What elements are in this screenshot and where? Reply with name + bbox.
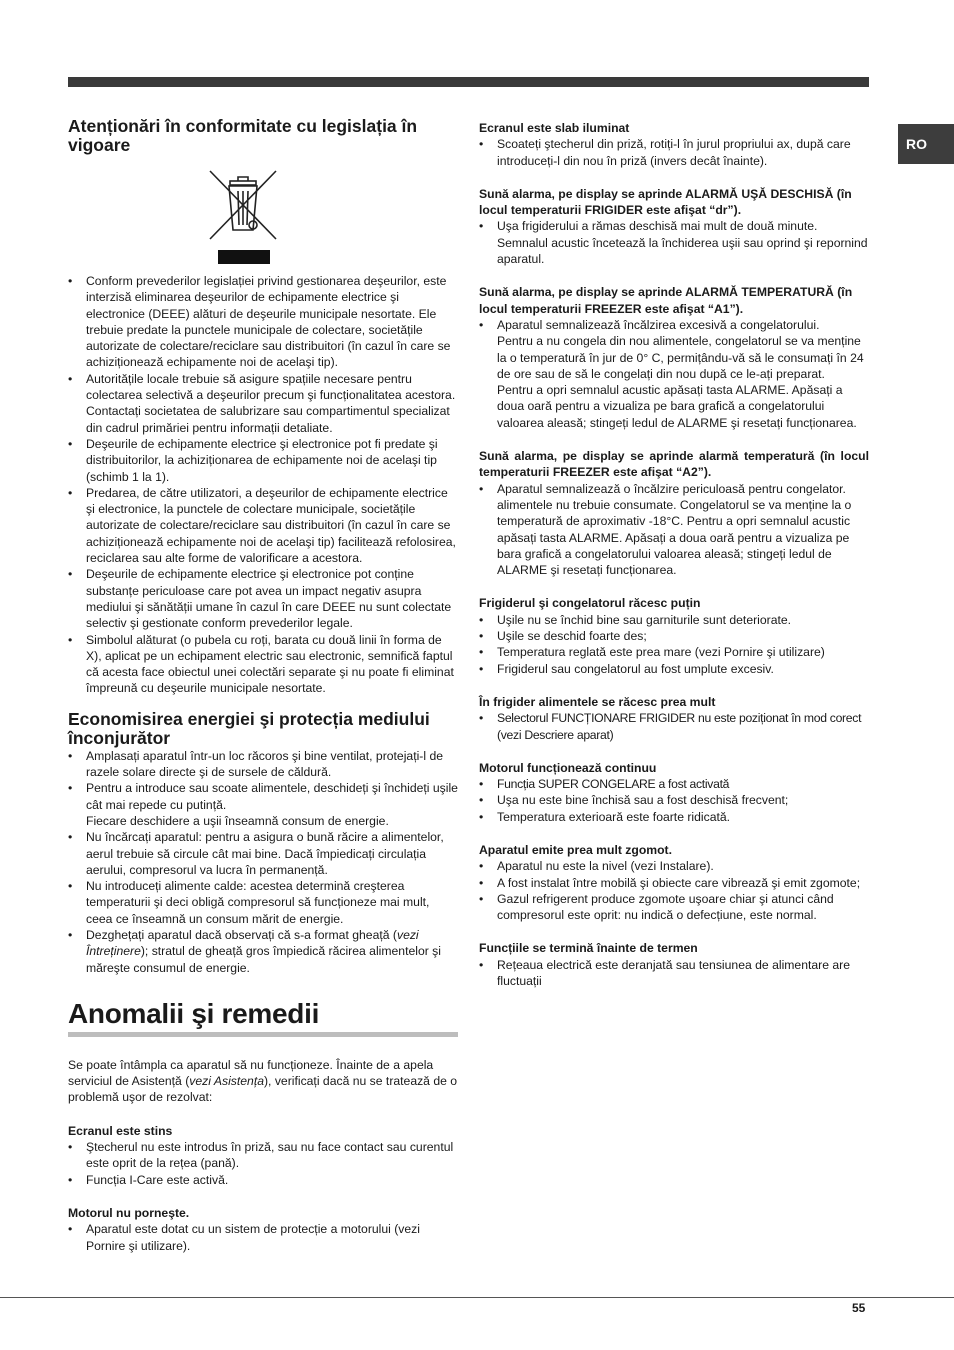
list-item: • Uşile se deschid foarte des; (479, 628, 869, 644)
list-item: • Nu încărcați aparatul: pentru a asigura o bună răcire a alimentelor, aerul trebuie să circule cât mai bine. Dacă împiedicați circulația aerului, compresorul va lucra în permanență. (68, 829, 458, 878)
section-list (68, 1221, 458, 1254)
list-item: • Aparatul este dotat cu un sistem de protecție a motorului (vezi Pornire şi utilizare). (68, 1221, 458, 1254)
section-list (479, 481, 869, 579)
list-item: • Scoateți ştecherul din priză, rotiți-l în jurul propriului ax, după care introduceți-l din nou în priză (invers decât înainte). (479, 136, 869, 169)
list-item: • Aparatul semnalizează o încălzire periculoasă pentru congelator. alimentele nu trebuie consumate. Congelatorul se va menține la o temperatură de aproximativ -18°C. Pentru a opri semnalul acustic apăsați tasta ALARME. Apăsați a doua oară pentru a vizualiza pe bara grafică a congelatorului valoarea aleasă; stingeți ledul de ALARME şi resetați funcționarea. (479, 481, 869, 579)
section-list (479, 136, 869, 169)
section-title: Sună alarma, pe display se aprinde alarmă temperatură (în locul temperaturii FREEZER este afişat “A2”). (479, 449, 869, 480)
list-item: • Uşa nu este bine închisă sau a fost deschisă frecvent; (479, 792, 869, 808)
bottom-rule (0, 1297, 954, 1298)
list-item: • Deşeurile de echipamente electrice şi electronice pot conține substanțe periculoase care pot avea un impact negativ asupra mediului şi sănătății umane în cazul în care DEEE nu sunt colectate selectiv şi gestionate conform prevederilor legale. (68, 566, 458, 631)
defrost-ref: vezi Întreținere (86, 927, 419, 959)
list-item: • Conform prevederilor legislației privind gestionarea deşeurilor, este interzisă eliminarea deşeurilor de echipamente electrice şi electronice (DEEE) alături de deşeurile municipale nesortate. Ele trebuie predate la punctele municipale de colectare, societățile autorizate de colectare/reciclare sau distribuitori (în cazul în care se achiziționează echipamente noi de acelaşi tip). (68, 273, 458, 371)
list-item (68, 780, 458, 829)
list-item: • Selectorul FUNCȚIONARE FRIGIDER nu este poziționat în mod corect (vezi Descriere aparat) (479, 710, 869, 743)
list-item-subtext: Pentru a nu congela din nou alimentele, congelatorul se va menține la o temperatură în jur de 0° C, permițându-vă să le consumați în 24 de ore sau de să le congelați din nou după ce le-ați preparat. (497, 334, 864, 381)
section-title: Motorul funcționează continuu (479, 760, 657, 775)
section-title: În frigider alimentele se răcesc prea mult (479, 694, 716, 709)
intro-text: Se poate întâmpla ca aparatul să nu funcționeze. Înainte de a apela serviciul de Asistență ( (68, 1057, 434, 1089)
list-item: • Rețeaua electrică este deranjată sau tensiunea de alimentare are fluctuații (479, 957, 869, 990)
list-item: • Aparatul nu este la nivel (vezi Instalare). (479, 858, 869, 874)
list-item (479, 317, 869, 431)
list-item: • Predarea, de către utilizatori, a deşeurilor de echipamente electrice şi electronice, la punctele de colectare municipale, societățile autorizate de colectare/reciclare sau distribuitori (în cazul în care se achiziționează echipamente noi de acelaşi tip) facilitează refolosirea, reciclarea sau alte forme de valorificare a acestora. (68, 485, 458, 566)
list-item: • Autoritățile locale trebuie să asigure spațiile necesare pentru colectarea selectivă a deşeurilor precum şi funcționalitatea acestora. Contactați societatea de salubrizare sau compartimentul specializat din cadrul primăriei pentru informații detaliate. (68, 371, 458, 436)
list-item-subtext: Fiecare deschidere a uşii înseamnă consum de energie. (86, 813, 389, 828)
section-list (68, 1139, 458, 1188)
section-title: Ecranul este slab iluminat (479, 121, 630, 135)
weee-bin-icon (208, 169, 278, 265)
section-list (479, 776, 869, 825)
section-list (479, 218, 869, 267)
section-list (479, 957, 869, 990)
intro-text-end: ), verificați dacă nu se tratează de o problemă uşor de rezolvat: (68, 1074, 458, 1105)
list-item: • Simbolul alăturat (o pubela cu roți, barata cu două linii în forma de X), aplicat pe un echipament electric sau electronic, semnifică faptul că acesta face obiectul unei colectări separate şi nu poate fi eliminat împreună cu deşeurile municipale nesortate. (68, 632, 458, 697)
section-title: Motorul nu porneşte. (68, 1205, 190, 1220)
top-rule (68, 77, 869, 87)
list-item: • Temperatura exterioară este foarte ridicată. (479, 809, 869, 825)
conformity-list (68, 273, 458, 697)
list-item: • Temperatura reglată este prea mare (vezi Pornire şi utilizare) (479, 644, 869, 660)
list-item: • Uşa frigiderului a rămas deschisă mai mult de două minute. Semnalul acustic încetează la închiderea uşii sau oprind şi repornind aparatul. (479, 218, 869, 267)
section-list (479, 858, 869, 923)
energy-list (68, 748, 458, 976)
section-title: Sună alarma, pe display se aprinde ALARMĂ UŞĂ DESCHISĂ (în locul temperaturii FRIGIDER este afişat “dr”). (479, 186, 852, 218)
list-item: • Funcția SUPER CONGELARE a fost activată (479, 776, 869, 792)
list-item: • Deşeurile de echipamente electrice şi electronice pot fi predate şi distribuitorilor, la achiziționarea de echipamente noi de acelaşi tip (schimb 1 la 1). (68, 436, 458, 485)
language-tab: RO (898, 124, 954, 164)
list-item: • Frigiderul sau congelatorul au fost umplute excesiv. (479, 661, 869, 677)
list-item: • Nu introduceți alimente calde: acestea determină creşterea temperaturii şi deci obligă compresorul să funcționeze mai mult, ceea ce înseamnă un consum mărit de energie. (68, 878, 458, 927)
intro-paragraph (68, 1057, 458, 1106)
list-item (68, 927, 458, 976)
left-column (68, 117, 458, 1254)
page-number: 55 (852, 1301, 866, 1315)
list-item: • Amplasați aparatul într-un loc răcoros şi bine ventilat, protejați-l de razele solare directe şi de sursele de căldură. (68, 748, 458, 781)
conformity-heading: Atenționări în conformitate cu legislația în vigoare (68, 116, 418, 155)
section-title: Aparatul emite prea mult zgomot. (479, 842, 672, 857)
section-list (479, 612, 869, 677)
defrost-text: Dezghețați aparatul dacă observați că s-a format gheață ( (86, 927, 397, 942)
section-title: Sună alarma, pe display se aprinde ALARMĂ TEMPERATURĂ (în locul temperaturii FREEZER este afişat “A1”). (479, 285, 853, 316)
energy-heading: Economisirea energiei şi protecția mediului înconjurător (68, 708, 430, 748)
intro-ref: vezi Asistența (189, 1074, 264, 1089)
section-title: Ecranul este stins (68, 1123, 173, 1138)
list-item: • Ştecherul nu este introdus în priză, sau nu face contact sau curentul este oprit de la rețea (pană). (68, 1139, 458, 1172)
right-column (479, 120, 869, 989)
section-list (479, 710, 869, 743)
list-item-subtext: Pentru a opri semnalul acustic apăsați tasta ALARME. Apăsați a doua oară pentru a vizualiza pe bara grafică a congelatorului valoarea aleasă; stingeți ledul de ALARME şi resetați funcționarea. (497, 383, 857, 430)
list-item: • Funcția I-Care este activă. (68, 1172, 458, 1188)
list-item: • A fost instalat între mobilă şi obiecte care vibrează şi emit zgomote; (479, 875, 869, 891)
list-item: • Gazul refrigerent produce zgomote uşoare chiar şi atunci când compresorul este oprit: nu indică o defecțiune, este normal. (479, 891, 869, 924)
page-title: Anomalii şi remedii (68, 997, 320, 1029)
list-item: • Uşile nu se închid bine sau garniturile sunt deteriorate. (479, 612, 869, 628)
section-list (479, 317, 869, 431)
section-title: Frigiderul şi congelatorul răcesc puțin (479, 596, 701, 611)
list-item-text: Pentru a introduce sau scoate alimentele, deschideți şi închideți uşile cât mai repede cu putință. (86, 781, 458, 812)
section-title: Funcțiile se termină înainte de termen (479, 941, 698, 956)
title-divider (68, 1032, 458, 1037)
defrost-text-end: ); stratul de gheață gros împiedică răcirea alimentelor şi măreşte consumul de energie. (86, 944, 441, 975)
list-item-text: Aparatul semnalizează încălzirea excesivă a congelatorului. (497, 317, 820, 332)
